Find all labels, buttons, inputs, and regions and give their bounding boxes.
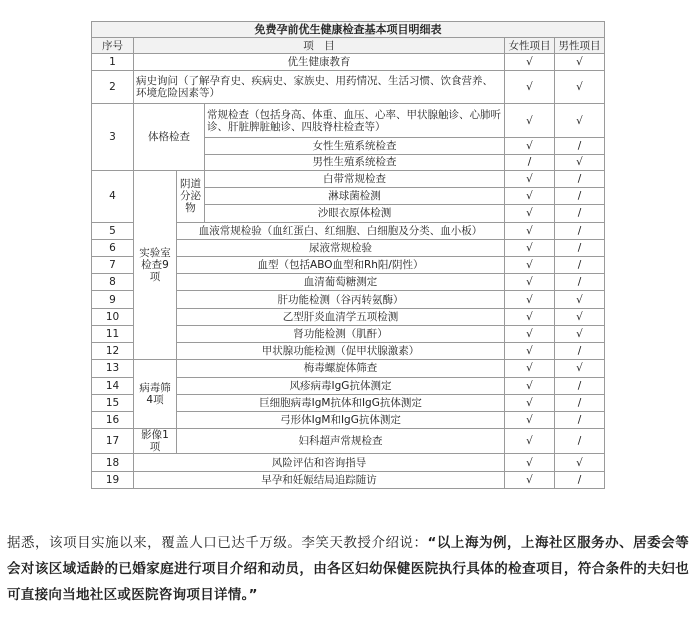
female-mark: √ bbox=[505, 360, 555, 377]
row-no: 8 bbox=[92, 274, 134, 291]
row-item: 血液常规检验（血红蛋白、红细胞、白细胞及分类、血小板） bbox=[177, 222, 505, 239]
row-item: 妇科超声常规检查 bbox=[177, 429, 505, 454]
row-no: 13 bbox=[92, 360, 134, 377]
row-no: 12 bbox=[92, 343, 134, 360]
female-mark: √ bbox=[505, 138, 555, 154]
female-mark: √ bbox=[505, 394, 555, 411]
female-mark: √ bbox=[505, 222, 555, 239]
row-item: 男性生殖系统检查 bbox=[205, 154, 505, 170]
row-item: 肝功能检测（谷丙转氨酶） bbox=[177, 291, 505, 308]
row-no: 3 bbox=[92, 104, 134, 171]
female-mark: √ bbox=[505, 239, 555, 256]
row-item: 沙眼衣原体检测 bbox=[205, 205, 505, 222]
male-mark: √ bbox=[555, 454, 605, 471]
row-item: 梅毒螺旋体筛查 bbox=[177, 360, 505, 377]
row-no: 2 bbox=[92, 70, 134, 103]
male-mark: / bbox=[555, 343, 605, 360]
group-vaginal: 阴道分泌物 bbox=[177, 170, 205, 222]
row-item: 乙型肝炎血清学五项检测 bbox=[177, 308, 505, 325]
row-item: 风疹病毒IgG抗体测定 bbox=[177, 377, 505, 394]
row-item: 淋球菌检测 bbox=[205, 188, 505, 205]
female-mark: √ bbox=[505, 325, 555, 342]
row-item: 早孕和妊娠结局追踪随访 bbox=[134, 471, 505, 488]
row-item: 女性生殖系统检查 bbox=[205, 138, 505, 154]
row-item: 血型（包括ABO血型和Rh阳/阴性） bbox=[177, 256, 505, 273]
male-mark: / bbox=[555, 205, 605, 222]
row-item: 优生健康教育 bbox=[134, 54, 505, 70]
paragraph-intro: 据悉，该项目实施以来，覆盖人口已达千万级。李笑天教授介绍说： bbox=[7, 535, 428, 551]
exam-items-table bbox=[91, 21, 605, 489]
row-no: 11 bbox=[92, 325, 134, 342]
female-mark: √ bbox=[505, 454, 555, 471]
row-item: 弓形体IgM和IgG抗体测定 bbox=[177, 411, 505, 428]
row-no: 5 bbox=[92, 222, 134, 239]
row-no: 17 bbox=[92, 429, 134, 454]
paragraph-quote: “以上海为例，上海社区服务办、居委会等会对该区域适龄的已婚家庭进行项目介绍和动员，由各区妇幼保健医院执行具体的检查项目，符合条件的夫妇也可直接向当地社区或医院咨询项目详情。” bbox=[7, 535, 689, 603]
row-no: 15 bbox=[92, 394, 134, 411]
female-mark: √ bbox=[505, 170, 555, 187]
female-mark: √ bbox=[505, 188, 555, 205]
row-item: 肾功能检测（肌酐） bbox=[177, 325, 505, 342]
male-mark: / bbox=[555, 138, 605, 154]
male-mark: √ bbox=[555, 308, 605, 325]
male-mark: / bbox=[555, 256, 605, 273]
header-female: 女性项目 bbox=[505, 38, 555, 54]
row-item: 常规检查（包括身高、体重、血压、心率、甲状腺触诊、心肺听诊、肝脏脾脏触诊、四肢脊柱检查等） bbox=[205, 104, 505, 138]
male-mark: / bbox=[555, 377, 605, 394]
row-no: 18 bbox=[92, 454, 134, 471]
female-mark: √ bbox=[505, 70, 555, 103]
male-mark: √ bbox=[555, 54, 605, 70]
male-mark: / bbox=[555, 411, 605, 428]
row-no: 14 bbox=[92, 377, 134, 394]
row-no: 6 bbox=[92, 239, 134, 256]
female-mark: √ bbox=[505, 274, 555, 291]
male-mark: / bbox=[555, 471, 605, 488]
row-no: 4 bbox=[92, 170, 134, 222]
male-mark: / bbox=[555, 188, 605, 205]
female-mark: √ bbox=[505, 256, 555, 273]
male-mark: √ bbox=[555, 360, 605, 377]
row-item: 白带常规检查 bbox=[205, 170, 505, 187]
female-mark: √ bbox=[505, 308, 555, 325]
female-mark: / bbox=[505, 154, 555, 170]
table-title: 免费孕前优生健康检查基本项目明细表 bbox=[92, 22, 605, 38]
row-no: 9 bbox=[92, 291, 134, 308]
header-male: 男性项目 bbox=[555, 38, 605, 54]
female-mark: √ bbox=[505, 205, 555, 222]
row-item: 尿液常规检验 bbox=[177, 239, 505, 256]
female-mark: √ bbox=[505, 343, 555, 360]
group-imaging: 影像1项 bbox=[134, 429, 177, 454]
male-mark: √ bbox=[555, 104, 605, 138]
row-no: 16 bbox=[92, 411, 134, 428]
group-lab: 实验室检查9项 bbox=[134, 170, 177, 359]
male-mark: √ bbox=[555, 291, 605, 308]
row-no: 19 bbox=[92, 471, 134, 488]
female-mark: √ bbox=[505, 429, 555, 454]
male-mark: √ bbox=[555, 70, 605, 103]
male-mark: / bbox=[555, 239, 605, 256]
male-mark: √ bbox=[555, 325, 605, 342]
row-no: 7 bbox=[92, 256, 134, 273]
female-mark: √ bbox=[505, 471, 555, 488]
female-mark: √ bbox=[505, 54, 555, 70]
group-physical: 体格检查 bbox=[134, 104, 205, 171]
header-item: 项 目 bbox=[134, 38, 505, 54]
female-mark: √ bbox=[505, 411, 555, 428]
female-mark: √ bbox=[505, 291, 555, 308]
row-item: 病史询问（了解孕育史、疾病史、家族史、用药情况、生活习惯、饮食营养、环境危险因素等） bbox=[134, 70, 505, 103]
row-no: 1 bbox=[92, 54, 134, 70]
row-item: 甲状腺功能检测（促甲状腺激素） bbox=[177, 343, 505, 360]
row-item: 血清葡萄糖测定 bbox=[177, 274, 505, 291]
row-no: 10 bbox=[92, 308, 134, 325]
male-mark: / bbox=[555, 274, 605, 291]
male-mark: / bbox=[555, 170, 605, 187]
male-mark: / bbox=[555, 429, 605, 454]
female-mark: √ bbox=[505, 104, 555, 138]
group-screening: 病毒筛4项 bbox=[134, 360, 177, 429]
header-no: 序号 bbox=[92, 38, 134, 54]
article-paragraph bbox=[7, 530, 689, 608]
row-item: 巨细胞病毒IgM抗体和IgG抗体测定 bbox=[177, 394, 505, 411]
male-mark: / bbox=[555, 222, 605, 239]
male-mark: √ bbox=[555, 154, 605, 170]
female-mark: √ bbox=[505, 377, 555, 394]
male-mark: / bbox=[555, 394, 605, 411]
row-item: 风险评估和咨询指导 bbox=[134, 454, 505, 471]
